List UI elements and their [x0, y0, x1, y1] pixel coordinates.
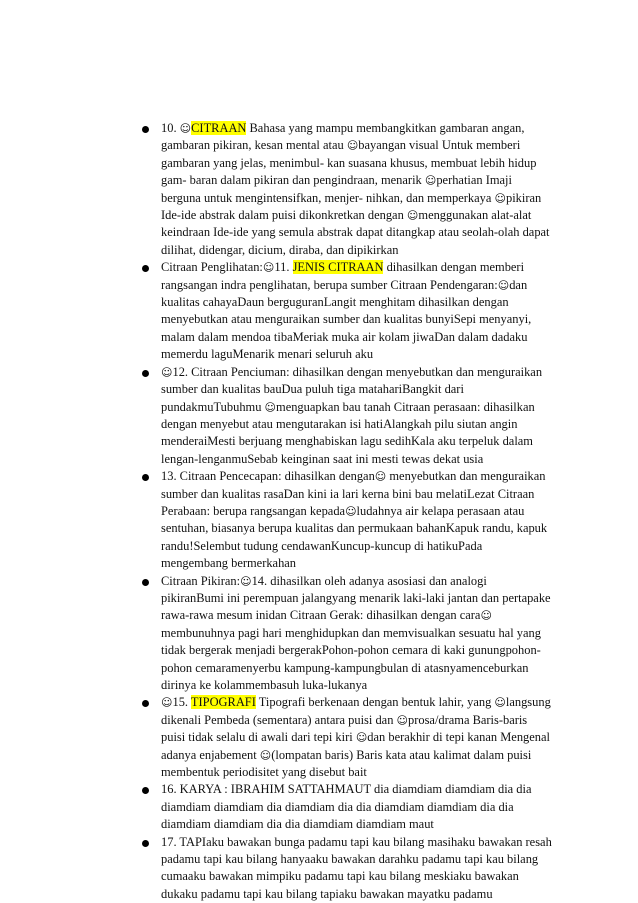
smiley-icon: ☺ [494, 191, 506, 205]
smiley-icon: ☺ [161, 696, 173, 710]
list-item [0, 834, 638, 903]
smiley-icon: ☺ [259, 748, 272, 762]
text-run: 12. Citraan Penciuman: dihasilkan dengan menyebutkan dan menguraikan sumber dan kualitas bauDua puluh tiga matahariBangkit dari pundakmuTubuhmu [161, 364, 543, 414]
list-item-text [161, 695, 551, 779]
smiley-icon: ☺ [240, 574, 252, 588]
list-item [0, 573, 638, 695]
text-run: dihasilkan dengan memberi rangsangan indra penglihatan, berupa sumber Citraan Pendengaran: [161, 260, 525, 292]
text-run: dan kualitas cahayaDaun berguguranLangit menghitam dihasilkan dengan menyebutkan atau menguraikan sumber dan kualitas bunyiSepi menyanyi, malam dalam mendoa tibaMeriak muka air kolam jiwaDan dalam dadaku memerdu laguMenarik menari seluruh aku [161, 277, 532, 362]
bullet-dot-icon [142, 474, 149, 481]
text-run: bayangan visual Untuk memberi gambaran yang jelas, menimbul- kan suasana khusus, membuat lebih hidup gam- baran dalam pikiran dan pengindraan, menarik [161, 138, 537, 188]
smiley-icon: ☺ [424, 174, 437, 188]
bullet-dot-icon [142, 265, 149, 272]
text-run: prosa/drama Baris-baris puisi tidak selalu di awali dari tepi kiri [161, 712, 528, 745]
smiley-icon: ☺ [345, 504, 357, 518]
text-run: dan berakhir di tepi kanan Mengenal adanya enjabement [161, 730, 550, 762]
list-item-text [161, 469, 547, 570]
text-run: 17. TAPIaku bawakan bunga padamu tapi kau bilang masihaku bawakan resah padamu tapi kau bilang hanyaaku bawakan darahku padamu tapi kau bilang cumaaku bawakan mimpiku padamu tapi kau bilang meskiaku bawakan dukaku padamu tapi kau bilang tapiaku bawakan mayatku padamu [161, 834, 552, 901]
list-item-text [161, 260, 531, 361]
highlighted-heading: JENIS CITRAAN [292, 260, 384, 275]
list-item [0, 364, 638, 468]
bullet-dot-icon [142, 126, 149, 133]
highlighted-heading: TIPOGRAFI [190, 695, 256, 710]
smiley-icon: ☺ [346, 139, 359, 153]
smiley-icon: ☺ [262, 261, 275, 275]
bullet-dot-icon [142, 370, 149, 377]
text-run: 15. [172, 695, 191, 710]
text-run: Tipografi berkenaan dengan bentuk lahir, yang [255, 695, 495, 710]
text-run: perhatian Imaji berguna untuk mengintensifkan, menjer- nihkan, dan memperkaya [161, 173, 512, 205]
smiley-icon: ☺ [374, 470, 387, 484]
list-item-text [161, 574, 551, 692]
smiley-icon: ☺ [161, 365, 173, 379]
highlighted-heading: CITRAAN [191, 121, 247, 135]
text-run: membunuhnya pagi hari menghidupkan dan memvisualkan sesuatu hal yang tidak bergerak menjadi bergerakPohon-pohon cemara di kaki gunungpohon-pohon cemaramenyerbu kampung-kampungbulan di atasnyamenceburkan dirinya ke kolammembasuh luka-lukanya [161, 625, 541, 692]
bullet-dot-icon [142, 840, 149, 847]
text-run: 13. Citraan Pencecapan: dihasilkan dengan [161, 469, 375, 484]
list-item [0, 259, 638, 363]
smiley-icon: ☺ [480, 609, 492, 623]
list-item [0, 694, 638, 781]
bullet-dot-icon [142, 787, 149, 794]
text-run: (lompatan baris) Baris kata atau kalimat dalam puisi membentuk periodisitet yang disebut bait [161, 747, 532, 780]
text-run: langsung dikenali Pembeda (sementara) antara puisi dan [161, 695, 551, 727]
smiley-icon: ☺ [406, 209, 419, 223]
list-item [0, 781, 638, 833]
list-item-text [161, 121, 550, 257]
text-run: menggunakan alat-alat keindraan Ide-ide yang semula abstrak dapat ditangkap atau seolah-olah dapat dilihat, didengar, dicium, diraba, dan dipikirkan [161, 208, 550, 257]
text-run: 10. [161, 121, 180, 135]
smiley-icon: ☺ [264, 400, 277, 414]
list-item-text [161, 782, 532, 831]
list-item-text [161, 835, 552, 901]
list-item-text [161, 365, 542, 466]
smiley-icon: ☺ [179, 122, 192, 135]
list-item [0, 120, 638, 259]
text-run: ludahnya air kelapa perasaan atau sentuhan, biasanya berupa kualitas dan permukaan bahanKapuk randu, kapuk randu!Selembut tudung cendawanKuncup-kuncup di hatikuPada mengembang bermerkahan [161, 503, 548, 571]
list-item [0, 468, 638, 572]
smiley-icon: ☺ [497, 278, 510, 292]
smiley-icon: ☺ [494, 696, 506, 710]
smiley-icon: ☺ [396, 713, 408, 727]
text-run: Citraan Penglihatan: [161, 260, 263, 275]
text-run: 14. dihasilkan oleh adanya asosiasi dan analogi pikiranBumi ini perempuan jalangyang menarik laki-laki jantan dan pertapake rawa-rawa mesum inidan Citraan Gerak: dihasilkan dengan cara [161, 573, 551, 623]
text-run: menyebutkan dan menguraikan sumber dan kualitas rasaDan kini ia lari kerna bini bau melatiLezat Citraan Perabaan: berupa rangsangan kepada [161, 469, 546, 518]
bullet-dot-icon [142, 579, 149, 586]
text-run: pikiran Ide-ide abstrak dalam puisi dikonkretkan dengan [161, 190, 542, 223]
text-run: 16. KARYA : IBRAHIM SATTAHMAUT dia diamdiam diamdiam dia dia diamdiam diamdiam dia diamdiam dia dia diamdiam diamdiam dia dia diamdiam diamdiam dia dia diamdiam diamdiam maut [161, 782, 532, 832]
bullet-list [0, 120, 638, 903]
bullet-dot-icon [142, 700, 149, 707]
text-run: 11. [274, 260, 293, 275]
text-run: Citraan Pikiran: [161, 573, 241, 588]
text-run: Bahasa yang mampu membangkitkan gambaran angan, gambaran pikiran, kesan mental atau [161, 121, 525, 153]
smiley-icon: ☺ [355, 731, 368, 745]
text-run: menguapkan bau tanah Citraan perasaan: dihasilkan dengan menyebut atau mengutarakan isi hatiAlangkah pilu siutan angin menderaiMesti berjuang menghabiskan lagu sedihKala aku terpeluk dalam lengan-lenganmuSebab keinginan saat ini mesti tewas dekat usia [161, 399, 535, 466]
